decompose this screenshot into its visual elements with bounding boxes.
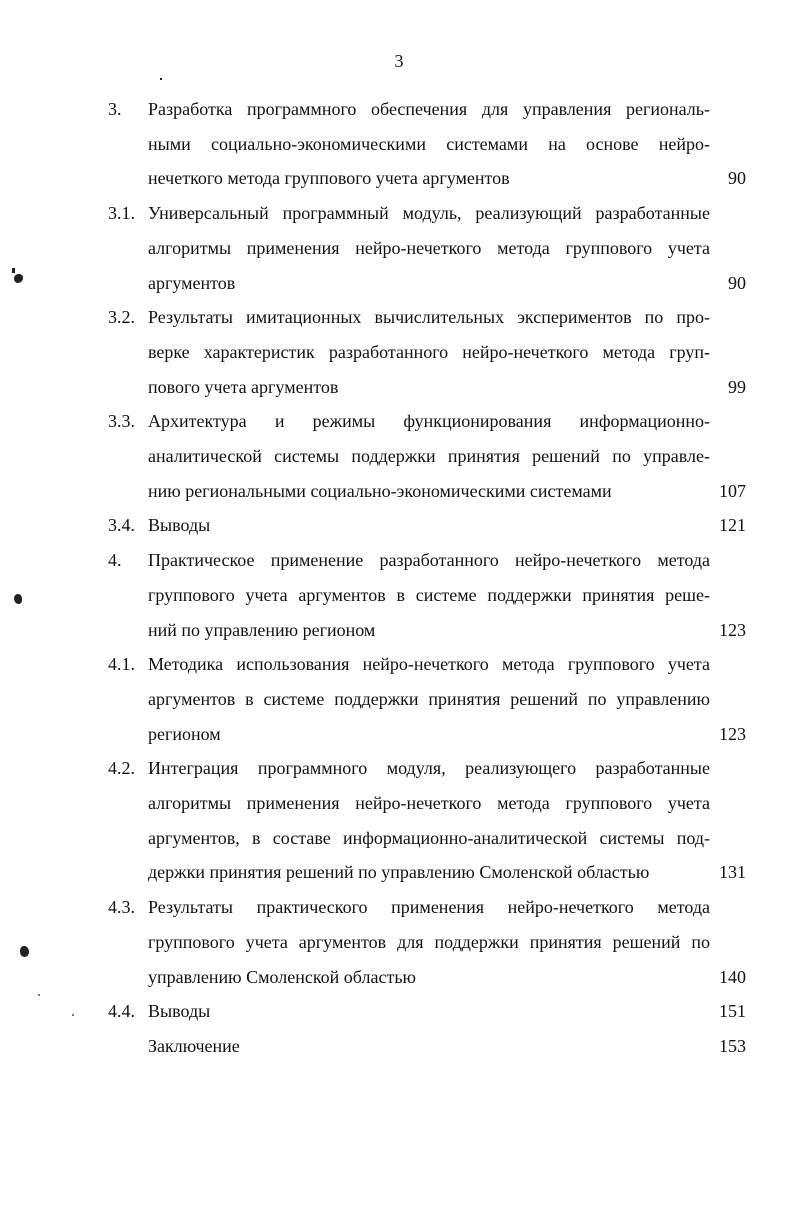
toc-entry-title-line: Результаты имитационных вычислительных экспериментов по про- [148,307,710,328]
scan-speck [14,594,22,604]
toc-entry [0,543,798,647]
toc-entry-page: 131 [719,862,746,883]
toc-entry-page: 153 [719,1035,746,1056]
toc-entry-page: 99 [728,376,746,397]
toc-entry-page: 140 [719,966,746,987]
toc-entry [0,751,798,890]
toc-entry-title-line: Универсальный программный модуль, реализующий разработанные [148,203,710,224]
toc-entry-title-line: аргументов, в составе информационно-аналитической системы под- [148,827,710,848]
toc-entry-number: 4.1. [108,654,135,675]
toc-entry-number: 4. [108,550,122,571]
toc-entry-number: 3.1. [108,203,135,224]
toc-entry-title-line: держки принятия решений по управлению Смоленской областью [148,862,650,883]
toc-entry [0,300,798,404]
scan-speck [20,946,29,957]
toc-entry-title-line: регионом [148,723,221,744]
scan-speck [72,1014,74,1016]
toc-entry-title-line: Заключение [148,1035,240,1056]
toc-entry-number: 3.3. [108,411,135,432]
toc-entry-title-line: управлению Смоленской областью [148,966,416,987]
toc-entry-title-line: Архитектура и режимы функционирования информационно- [148,411,710,432]
toc-entry-title-line: Практическое применение разработанного нейро-нечеткого метода [148,550,710,571]
scan-speck [12,268,15,273]
toc-entry-page: 121 [719,515,746,536]
toc-entry-title-line: нию региональными социально-экономическими системами [148,480,612,501]
page-number: 3 [394,51,404,71]
toc-entry-number: 3. [108,99,122,119]
toc-entry-title-line: ний по управлению регионом [148,619,376,640]
toc-entry-page: 90 [728,272,746,293]
scan-speck [38,994,40,996]
toc-entry [0,196,798,300]
toc-entry-title-line: ными социально-экономическими системами на основе нейро- [148,133,710,154]
toc-entry-title-line: аргументов в системе поддержки принятия решений по управлению [148,688,710,709]
toc-entry-title-line: верке характеристик разработанного нейро-нечеткого метода груп- [148,341,710,362]
toc-entry [0,404,798,508]
toc-entry-page: 151 [719,1001,746,1022]
toc-entry-number: 4.2. [108,758,135,779]
toc-entry-title-line: Методика использования нейро-нечеткого метода группового учета [148,654,710,675]
toc-entry [0,647,798,751]
toc-entry-title-line: аналитической системы поддержки принятия решений по управле- [148,446,710,467]
toc-entry-title-line: аргументов [148,272,236,293]
toc-entry-title-line: пового учета аргументов [148,376,339,397]
toc-entry-page: 107 [719,480,746,501]
toc-entry-title-line: алгоритмы применения нейро-нечеткого метода группового учета [148,793,710,814]
toc-entry-title-line: Результаты практического применения нейро-нечеткого метода [148,897,710,918]
toc-entry-title-line: Разработка программного обеспечения для управления региональ- [148,99,710,119]
toc-entry-title-line: группового учета аргументов для поддержки принятия решений по [148,931,710,952]
scan-speck [160,78,162,80]
toc-entry-title-line: группового учета аргументов в системе поддержки принятия реше- [148,584,710,605]
toc-entry [0,508,798,543]
table-of-contents [0,92,798,1064]
toc-entry-title-line: Интеграция программного модуля, реализующего разработанные [148,758,710,779]
toc-entry-number: 4.4. [108,1001,135,1022]
toc-entry-title-line: нечеткого метода группового учета аргументов [148,168,510,189]
toc-entry-number: 3.4. [108,515,135,536]
toc-entry [0,994,798,1029]
toc-entry-title-line: Выводы [148,1001,211,1022]
toc-entry-page: 90 [728,168,746,189]
toc-entry-page: 123 [719,619,746,640]
toc-entry-title-line: алгоритмы применения нейро-нечеткого метода группового учета [148,237,710,258]
toc-entry [0,92,798,196]
toc-entry-number: 3.2. [108,307,135,328]
toc-entry-number: 4.3. [108,897,135,918]
toc-entry [0,1029,798,1064]
toc-entry-page: 123 [719,723,746,744]
toc-entry [0,890,798,994]
toc-entry-title-line: Выводы [148,515,211,536]
